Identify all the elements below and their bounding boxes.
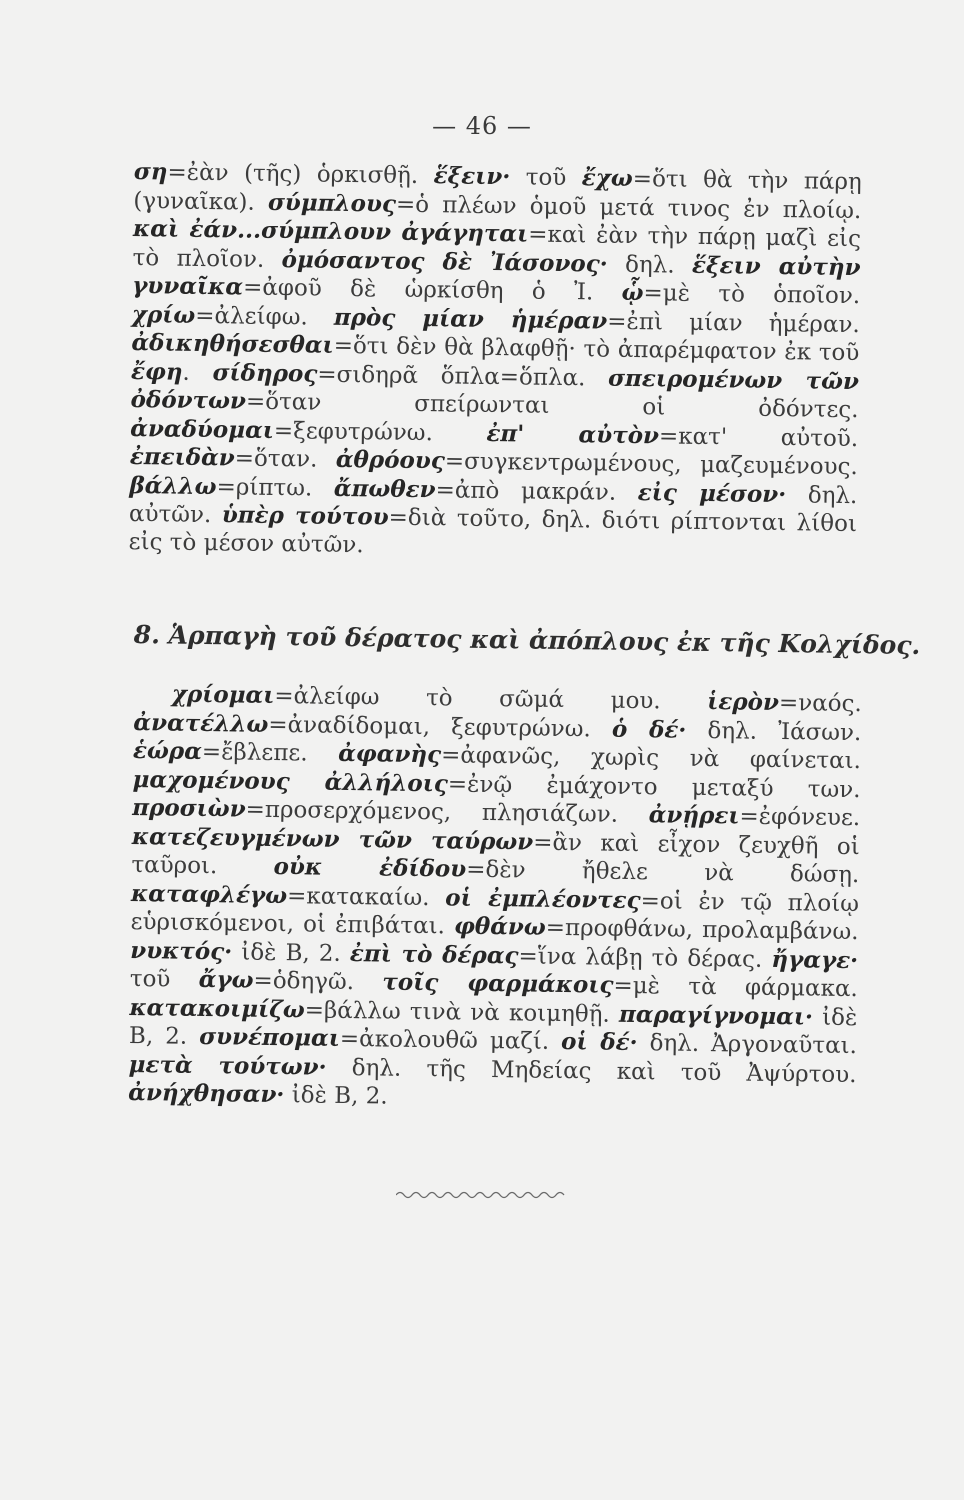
page-number: — 46 — bbox=[432, 112, 532, 140]
gloss-text: ἰδὲ Β, 2. bbox=[128, 1004, 858, 1050]
lemma-term: ἀναδύομαι bbox=[130, 414, 275, 444]
lemma-term: σπειρομένων τῶν ὀδόντων bbox=[130, 364, 860, 415]
gloss-text: ἰδὲ Β, 2. bbox=[232, 938, 351, 967]
wavy-divider-rule bbox=[396, 1188, 566, 1202]
lemma-term: χρίομαι bbox=[171, 680, 275, 709]
lemma-term: ὁ δέ· bbox=[611, 715, 687, 744]
lemma-term: κατακοιμίζω bbox=[129, 993, 305, 1023]
gloss-text: =ἐνῷ ἐμάχοντο μεταξύ των. bbox=[447, 770, 861, 803]
gloss-text: =ναός. bbox=[778, 690, 862, 718]
gloss-text: =ὁδηγῶ. bbox=[253, 967, 383, 996]
gloss-text: =οἱ ἐν τῷ πλοίῳ εὑρισκόμενοι, οἱ ἐπιβάται. bbox=[130, 887, 860, 940]
gloss-text: δηλ. Ἀργοναῦται. bbox=[637, 1030, 858, 1060]
lemma-term: πρὸς μίαν ἡμέραν bbox=[333, 303, 608, 335]
gloss-text: =προφθάνω, προλαμβάνω. bbox=[545, 914, 859, 946]
lemma-term: καταφλέγω bbox=[130, 879, 288, 909]
gloss-text: =συγκεντρωμένους, μαζευμένους. bbox=[444, 448, 858, 481]
gloss-text: =ὁ πλέων ὁμοῦ μετά τινος ἐν πλοίῳ. bbox=[395, 191, 862, 224]
gloss-text: τοῦ bbox=[129, 965, 199, 993]
lemma-term: ἄγω bbox=[198, 965, 254, 994]
gloss-text: =κατακαίω. bbox=[286, 882, 446, 911]
lemma-term: ἀφανὴς bbox=[338, 739, 442, 769]
gloss-text: =διὰ τοῦτο, δηλ. διότι ρίπτονται λίθοι εἰς τὸ μέσον αὐτῶν. bbox=[128, 504, 858, 558]
lemma-term: ἕξειν αὐτὴν γυναῖκα bbox=[132, 251, 861, 301]
lemma-term: ἱερὸν bbox=[707, 688, 780, 717]
paragraph-text bbox=[128, 158, 861, 566]
gloss-text: =βάλλω τινὰ νὰ κοιμηθῇ. bbox=[304, 996, 620, 1028]
lemma-term: ἔχω bbox=[581, 164, 633, 192]
gloss-text: =ἀναδίδομαι, ξεφυτρώνω. bbox=[268, 711, 613, 743]
lemma-term: ἐπειδὰν bbox=[129, 442, 235, 472]
section-heading: 8. Ἁρπαγὴ τοῦ δέρατος καὶ ἀπόπλους ἐκ τῆς Κολχίδος. bbox=[133, 620, 921, 660]
gloss-text: =ἐπὶ μίαν ἡμέραν. bbox=[607, 308, 860, 338]
lemma-term: οἱ ἐμπλέοντες bbox=[445, 883, 641, 914]
gloss-text: δηλ. αὐτῶν. bbox=[128, 481, 858, 529]
gloss-text: δηλ. Ἰάσων. bbox=[686, 717, 862, 746]
gloss-text: =μὲ τὸ ὁποῖον. bbox=[643, 280, 861, 310]
lemma-term: σίδηρος bbox=[212, 358, 318, 388]
gloss-text: =ἀφανῶς, χωρὶς νὰ φαίνεται. bbox=[440, 742, 862, 775]
lemma-term: προσιὼν bbox=[132, 793, 246, 823]
gloss-text: δηλ. τῆς Μηδείας καὶ τοῦ Ἀψύρτου. bbox=[326, 1054, 857, 1088]
gloss-text: =ἔβλεπε. bbox=[201, 738, 339, 767]
lemma-term: ἐπ' αὐτὸν bbox=[486, 419, 660, 449]
gloss-text: =ὅτι θὰ τὴν πάρῃ (γυναῖκα). bbox=[133, 165, 862, 216]
gloss-text: =προσερχόμενος, πλησιάζων. bbox=[245, 796, 649, 829]
gloss-text: =ἀλείφω τὸ σῶμά μου. bbox=[274, 682, 708, 716]
lemma-term: συνέπομαι bbox=[198, 1022, 341, 1052]
gloss-text: =κατ' αὐτοῦ. bbox=[658, 422, 859, 452]
lemma-term: οἱ δέ· bbox=[560, 1028, 638, 1057]
lemma-term: μετὰ τούτων· bbox=[128, 1050, 327, 1081]
lemma-term: ὀμόσαντος δὲ Ἰάσονος· bbox=[281, 245, 608, 278]
lemma-term: οὐκ ἐδίδου bbox=[273, 852, 467, 883]
lemma-term: ἕξειν· bbox=[433, 162, 511, 191]
gloss-text: =δὲν ἤθελε νὰ δώσῃ. bbox=[466, 856, 860, 889]
gloss-text: =σιδηρᾶ ὅπλα=ὅπλα. bbox=[317, 361, 609, 392]
gloss-text: δηλ. bbox=[607, 251, 693, 279]
lemma-term: ἐπὶ τὸ δέρας bbox=[349, 939, 519, 969]
lemma-term: νυκτός· bbox=[130, 936, 233, 965]
lemma-term: εἰς μέσον· bbox=[637, 478, 787, 508]
gloss-text: =καὶ ἐὰν τὴν πάρῃ μαζὶ εἰς τὸ πλοῖον. bbox=[132, 221, 862, 273]
lemma-term: φθάνω bbox=[453, 912, 546, 941]
lemma-term: βάλλω bbox=[129, 471, 217, 500]
gloss-text: =ἵνα λάβῃ τὸ δέρας. bbox=[518, 942, 772, 973]
gloss-text: τοῦ bbox=[510, 164, 582, 192]
gloss-text: =ἀφοῦ δὲ ὡρκίσθη ὁ Ἰ. bbox=[242, 274, 622, 306]
lemma-term: ὑπὲρ τούτου bbox=[221, 501, 389, 531]
gloss-text: =ἐφόνευε. bbox=[739, 803, 861, 832]
lemma-term: ἑώρα bbox=[132, 736, 203, 765]
lemma-term: ἤγαγε· bbox=[771, 945, 859, 974]
gloss-text: =ἂν καὶ εἶχον ζευχθῆ οἱ ταῦροι. bbox=[131, 829, 860, 880]
gloss-text: =ἀκολουθῶ μαζί. bbox=[339, 1025, 562, 1055]
gloss-text: =ἀπὸ μακράν. bbox=[435, 476, 638, 506]
lemma-term: ἀνήχθησαν· bbox=[128, 1078, 285, 1109]
glossary-paragraph-top bbox=[128, 158, 861, 566]
gloss-text: . bbox=[182, 359, 213, 386]
lemma-term: ση bbox=[133, 158, 168, 186]
lemma-term: κατεζευγμένων τῶν ταύρων bbox=[131, 822, 534, 856]
gloss-text: =ρίπτω. bbox=[216, 473, 335, 502]
gloss-text: =μὲ τὰ φάρμακα. bbox=[613, 972, 858, 1003]
gloss-text: =ξεφυτρώνω. bbox=[273, 417, 487, 447]
lemma-term: ᾧ bbox=[621, 278, 644, 307]
lemma-term: ἀνῄρει bbox=[648, 801, 740, 830]
gloss-text: =ἐὰν (τῆς) ὁρκισθῇ. bbox=[167, 159, 434, 190]
gloss-text: =ὅταν. bbox=[234, 445, 337, 473]
lemma-term: ἀδικηθήσεσθαι bbox=[131, 328, 334, 359]
gloss-text: =ὅταν σπείρωνται οἱ ὀδόντες. bbox=[245, 388, 859, 424]
lemma-term: ἀθρόους bbox=[335, 445, 446, 475]
gloss-text: =ὅτι δὲν θὰ βλαφθῇ· τὸ ἀπαρέμφατον ἐκ τοῦ bbox=[333, 332, 860, 367]
paragraph-text bbox=[128, 680, 862, 1118]
gloss-text: ἰδὲ Β, 2. bbox=[284, 1082, 388, 1110]
lemma-term: σύμπλους bbox=[267, 188, 397, 218]
lemma-term: μαχομένους ἀλλήλοις bbox=[132, 765, 449, 797]
lemma-term: παραγίγνομαι· bbox=[618, 1000, 814, 1031]
glossary-paragraph-bottom bbox=[128, 680, 862, 1118]
lemma-term: τοῖς φαρμάκοις bbox=[382, 968, 614, 999]
lemma-term: χρίω bbox=[131, 300, 196, 329]
lemma-term: ἔφη bbox=[130, 357, 183, 386]
lemma-term: καὶ ἐάν...σύμπλουν ἀγάγηται bbox=[132, 214, 529, 248]
gloss-text: =ἀλείφω. bbox=[195, 302, 335, 331]
lemma-term: ἄπωθεν bbox=[333, 474, 436, 503]
lemma-term: ἀνατέλλω bbox=[133, 708, 269, 738]
